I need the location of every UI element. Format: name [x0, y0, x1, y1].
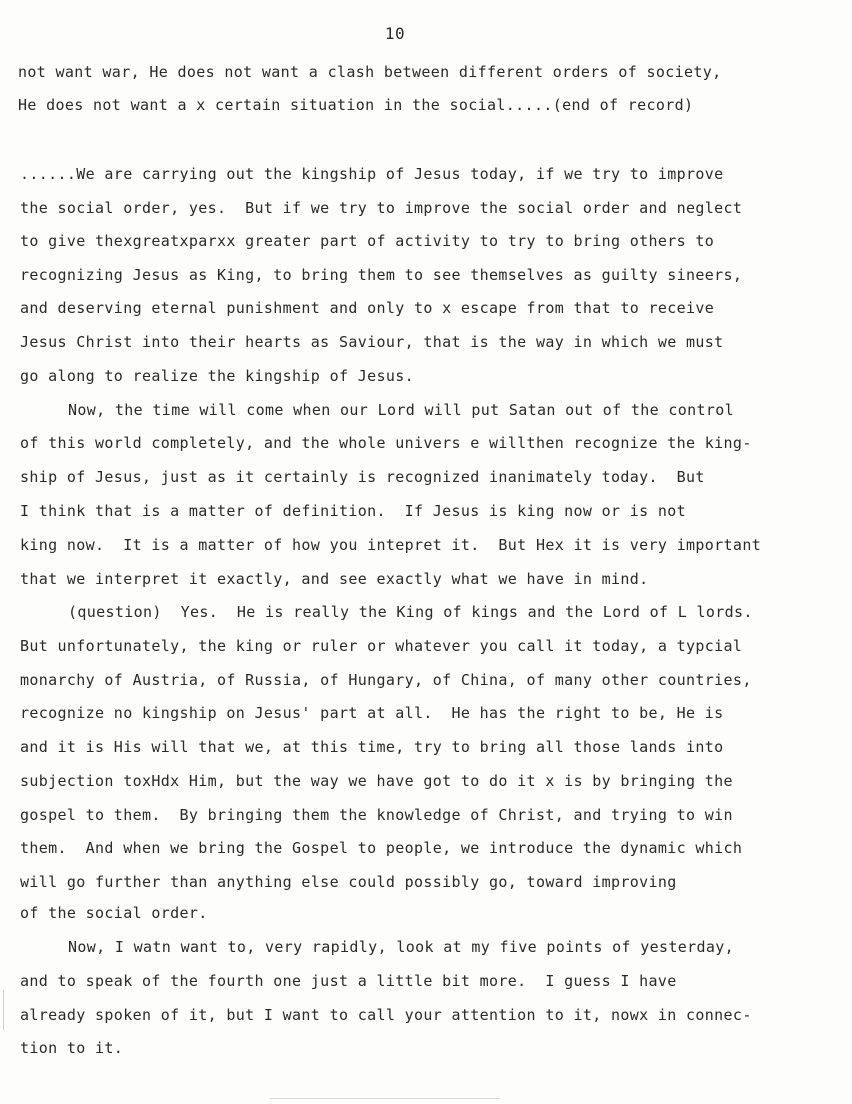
text-line-1: not want war, He does not want a clash between different orders of society, [18, 63, 722, 81]
text-line-28: already spoken of it, but I want to call your attention to it, nowx in connec- [20, 1006, 752, 1024]
text-line-12: ship of Jesus, just as it certainly is recognized inanimately today. But [20, 468, 705, 486]
text-line-25: of the social order. [20, 904, 208, 922]
text-line-24: will go further than anything else could possibly go, toward improving [20, 873, 677, 891]
text-line-16: (question) Yes. He is really the King of kings and the Lord of L lords. [68, 603, 753, 621]
text-line-10: Now, the time will come when our Lord will put Satan out of the control [68, 401, 735, 419]
text-line-19: recognize no kingship on Jesus' part at all. He has the right to be, He is [20, 704, 724, 722]
text-line-29: tion to it. [20, 1039, 124, 1057]
text-line-27: and to speak of the fourth one just a little bit more. I guess I have [20, 972, 677, 990]
text-line-9: go along to realize the kingship of Jesus. [20, 367, 414, 385]
text-line-23: them. And when we bring the Gospel to people, we introduce the dynamic which [20, 839, 743, 857]
bottom-edge-mark [270, 1098, 500, 1099]
text-line-6: recognizing Jesus as King, to bring them to see themselves as guilty sineers, [20, 266, 743, 284]
text-line-7: and deserving eternal punishment and only to x escape from that to receive [20, 299, 715, 317]
text-line-14: king now. It is a matter of how you intepret it. But Hex it is very important [20, 536, 762, 554]
text-line-20: and it is His will that we, at this time, try to bring all those lands into [20, 738, 724, 756]
page-number: 10 [384, 24, 406, 43]
text-line-15: that we interpret it exactly, and see exactly what we have in mind. [20, 570, 649, 588]
text-line-3: ......We are carrying out the kingship of Jesus today, if we try to improve [20, 165, 724, 183]
text-line-8: Jesus Christ into their hearts as Saviour, that is the way in which we must [20, 333, 724, 351]
text-line-18: monarchy of Austria, of Russia, of Hungary, of China, of many other countries, [20, 671, 752, 689]
margin-mark [3, 990, 4, 1030]
text-line-17: But unfortunately, the king or ruler or whatever you call it today, a typcial [20, 637, 743, 655]
text-line-26: Now, I watn want to, very rapidly, look at my five points of yesterday, [68, 938, 735, 956]
text-line-13: I think that is a matter of definition. If Jesus is king now or is not [20, 502, 687, 520]
text-line-4: the social order, yes. But if we try to improve the social order and neglect [20, 199, 743, 217]
text-line-2: He does not want a х certain situation in the social.....(end of record) [18, 96, 694, 114]
text-line-11: of this world completely, and the whole univers e willthen recognize the king- [20, 434, 752, 452]
text-line-21: subjection toxHdx Him, but the way we have got to do it x is by bringing the [20, 772, 733, 790]
text-line-5: to give thexgreatxparxx greater part of activity to try to bring others to [20, 232, 715, 250]
text-line-22: gospel to them. By bringing them the knowledge of Christ, and trying to win [20, 806, 733, 824]
